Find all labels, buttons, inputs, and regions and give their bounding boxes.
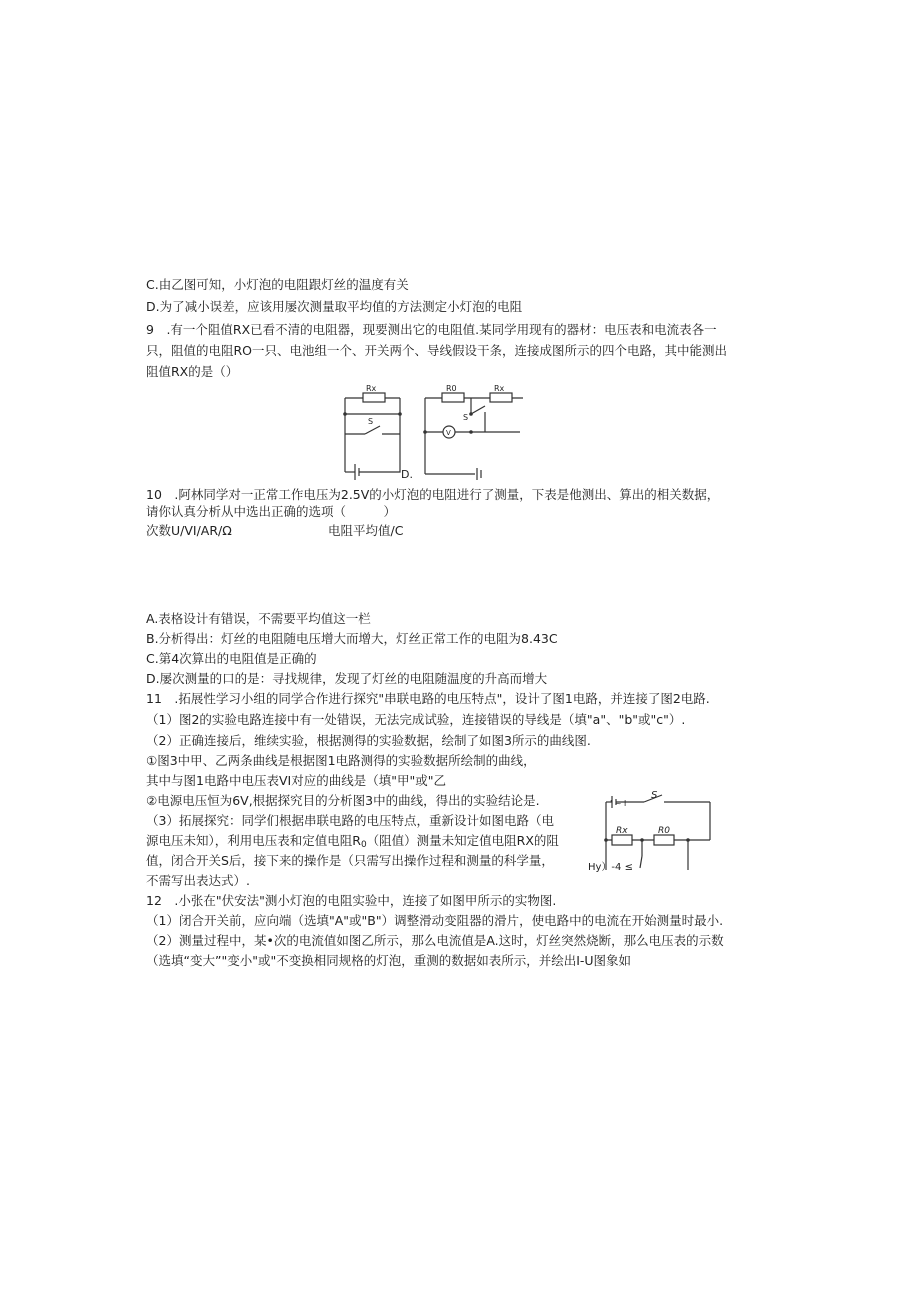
q11-part-1: （1）图2的实验电路连接中有一处错误，无法完成试验，连接错误的导线是（填"a"、"b"或"c"）. bbox=[146, 712, 686, 727]
q11-part-2c: ②电源电压恒为6V,根据探究目的分析图3中的曲线，得出的实验结论是. bbox=[146, 793, 540, 808]
q11-label-rx: Rx bbox=[616, 826, 628, 836]
q9-label-voltmeter: V bbox=[446, 429, 451, 437]
q9-circuit-figure bbox=[325, 384, 525, 479]
q11-part-3d: 不需写出表达式）. bbox=[146, 873, 250, 888]
q10-line-1: 10 .阿林同学对一正常工作电压为2.5V的小灯泡的电阻进行了测量，下表是他测出、算出的相关数据， bbox=[146, 487, 720, 502]
q10-table-header-left: 次数U/VI/AR/Ω bbox=[146, 523, 232, 538]
q11-line-1: 11 .拓展性学习小组的同学合作进行探究"串联电路的电压特点"，设计了图1电路，并连接了图2电路. bbox=[146, 691, 710, 706]
q8-option-c: C.由乙图可知，小灯泡的电阻跟灯丝的温度有关 bbox=[146, 277, 409, 292]
q11-part-2a: ①图3中甲、乙两条曲线是根据图1电路测得的实验数据所绘制的曲线， bbox=[146, 753, 536, 768]
q9-label-s-right: S bbox=[463, 413, 469, 422]
q12-line-1: 12 .小张在"伏安法"测小灯泡的电阻实验中，连接了如图甲所示的实物图. bbox=[146, 893, 557, 908]
q12-part-2: （2）测量过程中，某•次的电流值如图乙所示，那么电流值是A.这时，灯丝突然烧断，那么电压表的示数 bbox=[146, 933, 724, 948]
q10-option-c: C.第4次算出的电阻值是正确的 bbox=[146, 651, 317, 666]
q11-part-3c: 值，闭合开关S后，接下来的操作是（只需写出操作过程和测量的科学量， bbox=[146, 853, 554, 868]
q12-part-3: （选填“变大”"变小"或"不变换相同规格的灯泡，重测的数据如表所示，并绘出I-U图象如 bbox=[146, 953, 632, 968]
q10-line-2: 请你认真分析从中选出正确的选项（ ） bbox=[146, 504, 397, 519]
q11-label-switch: S bbox=[651, 790, 658, 801]
q10-option-b: B.分析得出：灯丝的电阻随电压增大而增大，灯丝正常工作的电阻为8.43C bbox=[146, 631, 558, 646]
q11-part-2: （2）正确连接后，维续实验，根据测得的实验数据，绘制了如图3所示的曲线图. bbox=[146, 733, 591, 748]
q11-part-3a: （3）拓展探究：同学们根据串联电路的电压特点，重新设计如图电路（电 bbox=[146, 813, 554, 828]
q9-label-s-left: S bbox=[368, 417, 374, 426]
q9-line-2: 只，阻值的电阻RO一只、电池组一个、开关两个、导线假设干条，连接成图所示的四个电路，其中能测出 bbox=[146, 343, 728, 358]
q10-option-d: D.屡次测量的口的是：寻找规律，发现了灯丝的电阻随温度的升高而增大 bbox=[146, 671, 548, 686]
q11-part-3b: 源电压未知），利用电压表和定值电阻$R_0$（阻值）测量未知定值电阻RX的阻 bbox=[146, 833, 559, 850]
q11-label-bottom: Hy）-4 ≤ bbox=[588, 862, 633, 873]
q9-option-d-label: D. bbox=[401, 468, 413, 481]
q10-option-a: A.表格设计有错误，不需要平均值这一栏 bbox=[146, 611, 371, 626]
q10-table-header-right: 电阻平均值/C bbox=[328, 523, 404, 538]
q11-label-r0: R0 bbox=[658, 826, 670, 836]
q8-option-d: D.为了减小误差，应该用屡次测量取平均值的方法测定小灯泡的电阻 bbox=[146, 299, 523, 314]
q11-label-battery: ' ~ l bbox=[610, 799, 627, 808]
q9-label-rx-left: Rx bbox=[366, 384, 377, 393]
q11-part-2b: 其中与图1电路中电压表VI对应的曲线是（填"甲"或"乙 bbox=[146, 773, 446, 788]
q9-line-1: 9 .有一个阻值RX已看不清的电阻器，现要测出它的电阻值.某同学用现有的器材：电压表和电流表各一 bbox=[146, 322, 717, 337]
q9-label-rx-right: Rx bbox=[494, 384, 505, 393]
q9-label-r0: R0 bbox=[446, 384, 457, 393]
q12-part-1: （1）闭合开关前，应向端（选填"A"或"B"）调整滑动变阻器的滑片，使电路中的电流在开始测量时最小. bbox=[146, 913, 724, 928]
q11-circuit-figure bbox=[578, 790, 718, 882]
q9-line-3: 阻值RX的是（） bbox=[146, 364, 239, 379]
